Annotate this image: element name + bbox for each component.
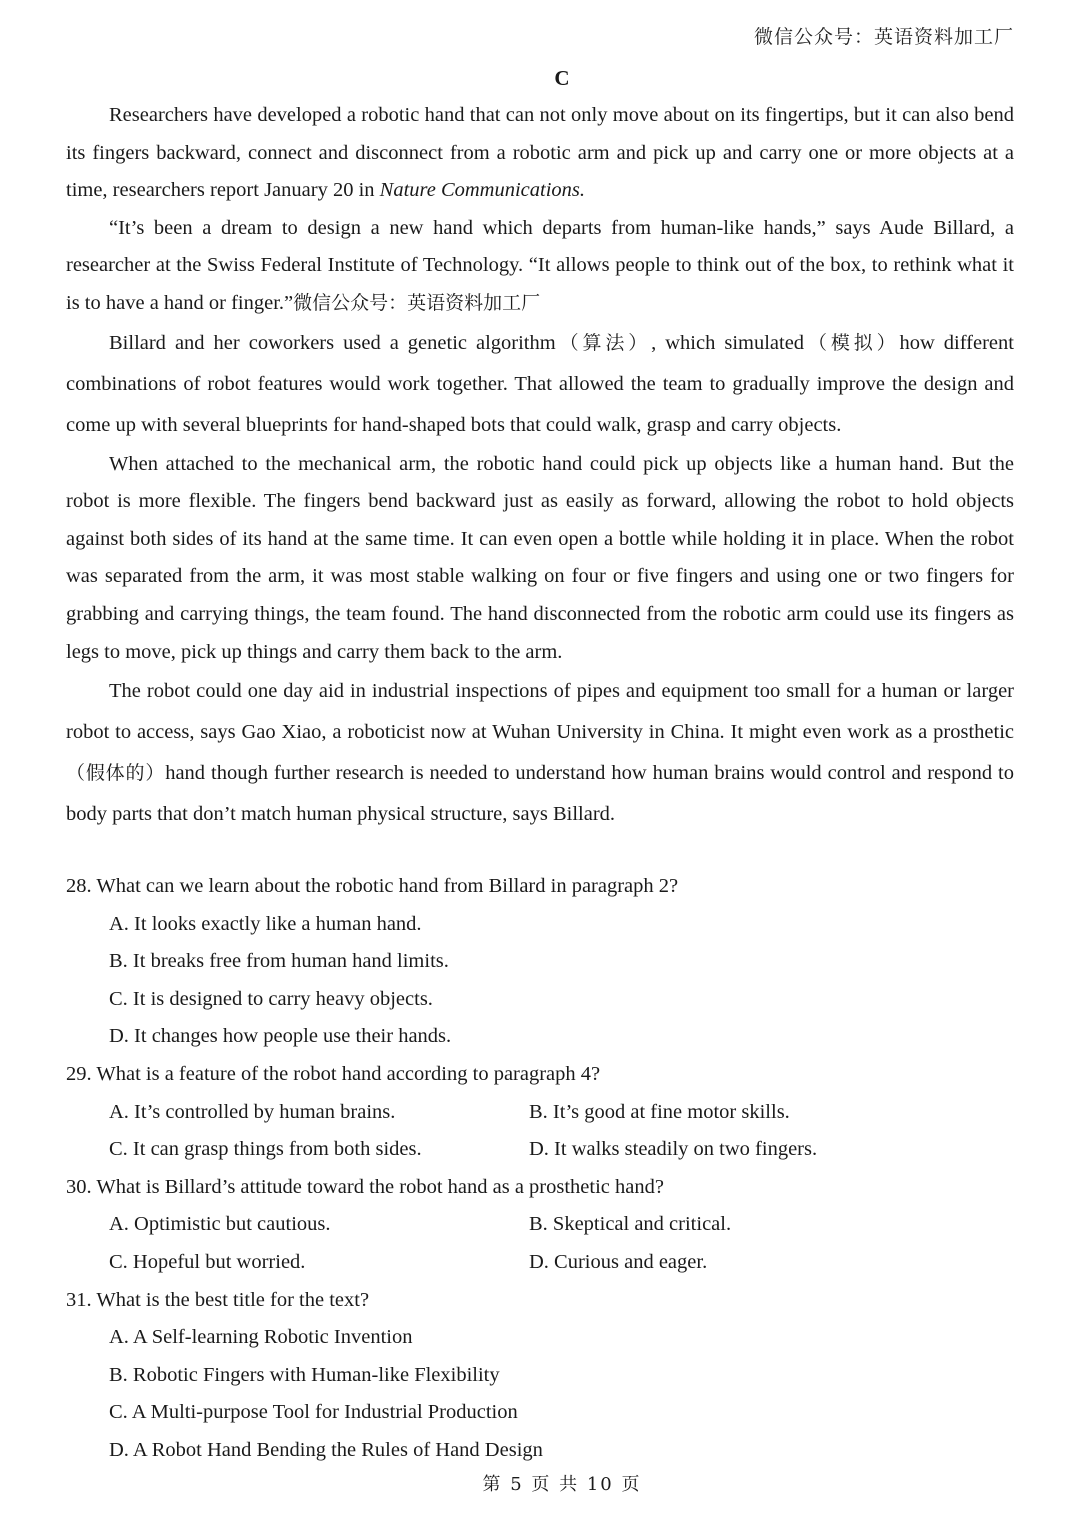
option-31-d: D. A Robot Hand Bending the Rules of Hand Design bbox=[109, 1438, 543, 1461]
page-number: 第 5 页 共 10 页 bbox=[482, 1474, 642, 1495]
option-29-b: B. It’s good at fine motor skills. bbox=[529, 1100, 790, 1123]
paragraph-4 bbox=[66, 446, 1014, 672]
paragraph-3 bbox=[66, 323, 1014, 446]
paragraph-1 bbox=[66, 97, 1014, 210]
paragraph-2 bbox=[66, 210, 1014, 323]
option-29-c: C. It can grasp things from both sides. bbox=[109, 1138, 422, 1161]
option-31-c: C. A Multi-purpose Tool for Industrial Production bbox=[109, 1401, 518, 1424]
section-letter: C bbox=[554, 66, 570, 90]
option-28-d: D. It changes how people use their hands. bbox=[109, 1025, 452, 1048]
option-30-d: D. Curious and eager. bbox=[529, 1250, 708, 1273]
option-28-a: A. It looks exactly like a human hand. bbox=[109, 912, 422, 935]
paragraph-5-text-b: hand though further research is needed to understand how human brains would control and respond to body parts that don’t match human physical structure, says Billard. bbox=[66, 762, 1014, 826]
inline-watermark: 微信公众号：英语资料加工厂 bbox=[293, 291, 541, 314]
question-28: 28. What can we learn about the robotic hand from Billard in paragraph 2? bbox=[66, 875, 679, 897]
question-30: 30. What is Billard’s attitude toward the robot hand as a prosthetic hand? bbox=[66, 1175, 664, 1198]
reading-passage bbox=[66, 97, 1014, 835]
option-30-c: C. Hopeful but worried. bbox=[109, 1250, 306, 1273]
option-row-29-ab bbox=[66, 1094, 1014, 1132]
paragraph-3-text-b: , which simulated bbox=[651, 331, 805, 354]
paragraph-4-text: When attached to the mechanical arm, the robotic hand could pick up objects like a human hand. But the robot is more flexible. The fingers bend backward just as easily as forward, allowing the robot to hold objects against both sides of its hand at the same time. It can even open a bottle while holding it in place. When the robot was separated from the arm, it was most stable walking on four or five fingers and using one or two fingers for grabbing and carrying things, the team found. The hand disconnected from the robotic arm could use its fingers as legs to move, pick up things and carry them back to the arm. bbox=[66, 452, 1014, 663]
question-29: 29. What is a feature of the robot hand according to paragraph 4? bbox=[66, 1062, 601, 1085]
option-29-a: A. It’s controlled by human brains. bbox=[109, 1100, 396, 1123]
option-29-d: D. It walks steadily on two fingers. bbox=[529, 1138, 818, 1161]
option-28-b: B. It breaks free from human hand limits. bbox=[109, 950, 449, 973]
option-30-b: B. Skeptical and critical. bbox=[529, 1213, 732, 1236]
option-31-a: A. A Self-learning Robotic Invention bbox=[109, 1326, 413, 1349]
option-row-30-ab bbox=[66, 1206, 1014, 1244]
paragraph-5 bbox=[66, 671, 1014, 835]
journal-name: Nature Communications. bbox=[379, 179, 586, 202]
paragraph-2-text: “It’s been a dream to design a new hand which departs from human-like hands,” says Aude Billard, a researcher at the Swiss Federal Institute of Technology. “It allows people to think out of the box, to rethink what it is to have a hand or finger.” bbox=[66, 216, 1014, 314]
gloss-algorithm: （算法） bbox=[555, 331, 652, 354]
paragraph-5-text-a: The robot could one day aid in industrial inspections of pipes and equipment too small for a human or larger robot to access, says Gao Xiao, a roboticist now at Wuhan University in China. It might even work as a prosthetic bbox=[66, 680, 1014, 744]
header-watermark: 微信公众号：英语资料加工厂 bbox=[753, 26, 1014, 48]
option-row-29-cd bbox=[66, 1131, 1014, 1169]
question-31: 31. What is the best title for the text? bbox=[66, 1288, 370, 1311]
option-31-b: B. Robotic Fingers with Human-like Flexibility bbox=[109, 1363, 500, 1386]
gloss-simulate: （模拟） bbox=[804, 331, 900, 354]
paragraph-1-text: Researchers have developed a robotic hand that can not only move about on its fingertips, but it can also bend its fingers backward, connect and disconnect from a robotic arm and pick up and carry one or more objects at a time, researchers report January 20 in bbox=[66, 104, 1014, 202]
question-list bbox=[66, 868, 1014, 1470]
paragraph-3-text-a: Billard and her coworkers used a genetic algorithm bbox=[109, 331, 556, 354]
paragraph-3-text-c: how different combinations of robot features would work together. That allowed the team to gradually improve the design and come up with several blueprints for hand-shaped bots that could walk, grasp and carry objects. bbox=[66, 331, 1014, 436]
option-30-a: A. Optimistic but cautious. bbox=[109, 1213, 331, 1236]
option-28-c: C. It is designed to carry heavy objects. bbox=[109, 987, 433, 1010]
option-row-30-cd bbox=[66, 1244, 1014, 1282]
gloss-prosthetic: （假体的） bbox=[66, 762, 166, 785]
